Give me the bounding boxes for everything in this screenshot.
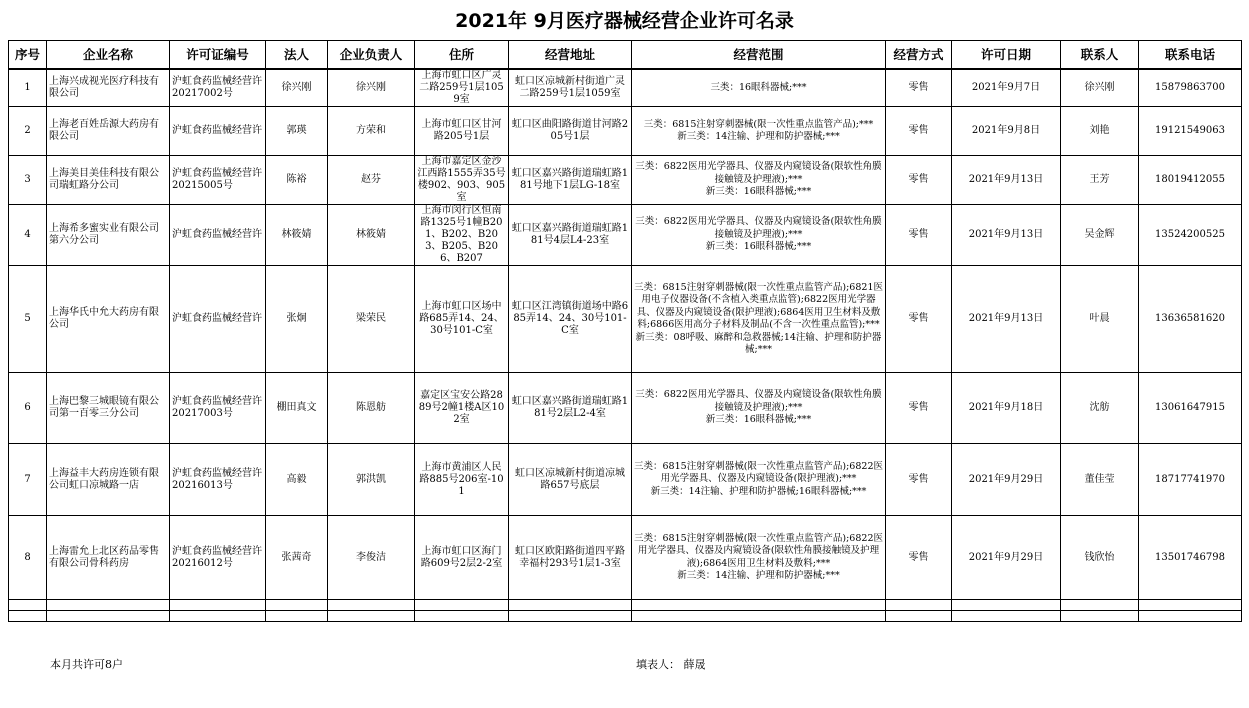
business-scope: 三类：16眼科器械;*** xyxy=(632,69,886,107)
header-scope: 经营范围 xyxy=(632,41,886,70)
business-mode: 零售 xyxy=(886,373,952,444)
header-residence: 住所 xyxy=(415,41,509,70)
header-license: 许可证编号 xyxy=(170,41,266,70)
business-scope: 三类：6815注射穿刺器械(限一次性重点监管产品);*** 新三类：14注输、护理和防护器械;*** xyxy=(632,107,886,156)
footer-total: 本月共许可8户 xyxy=(50,658,123,671)
license-number: 沪虹食药监械经营许20217003号 xyxy=(170,373,266,444)
contact-person: 徐兴刚 xyxy=(1061,69,1139,107)
license-number: 沪虹食药监械经营许20216012号 xyxy=(170,516,266,600)
company-name: 上海美目美佳科技有限公司瑞虹路分公司 xyxy=(47,156,170,205)
business-mode: 零售 xyxy=(886,205,952,266)
residence: 上海市虹口区海门路609号2层2-2室 xyxy=(415,516,509,600)
contact-phone: 13636581620 xyxy=(1139,266,1242,373)
header-mode: 经营方式 xyxy=(886,41,952,70)
license-date: 2021年9月7日 xyxy=(952,69,1061,107)
business-mode: 零售 xyxy=(886,69,952,107)
residence: 上海市闵行区恒南路1325号1幢B201、B202、B203、B205、B206、B207 xyxy=(415,205,509,266)
contact-phone: 18717741970 xyxy=(1139,444,1242,516)
business-scope: 三类：6822医用光学器具、仪器及内窥镜设备(限软性角膜接触镜及护理液);*** 新三类：16眼科器械;*** xyxy=(632,373,886,444)
header-manager: 企业负责人 xyxy=(328,41,415,70)
residence: 上海市虹口区广灵二路259号1层1059室 xyxy=(415,69,509,107)
legal-person: 棚田真文 xyxy=(266,373,328,444)
table-row xyxy=(9,107,1242,156)
business-scope: 三类：6822医用光学器具、仪器及内窥镜设备(限软性角膜接触镜及护理液);*** 新三类：16眼科器械;*** xyxy=(632,205,886,266)
legal-person: 徐兴刚 xyxy=(266,69,328,107)
footer-filler: 填表人： 薛晟 xyxy=(636,658,706,671)
empty-row xyxy=(9,611,1242,622)
row-no: 8 xyxy=(9,516,47,600)
business-scope: 三类：6815注射穿刺器械(限一次性重点监管产品);6821医用电子仪器设备(不含植入类重点监管);6822医用光学器具、仪器及内窥镜设备(限护理液);6864医用卫生材料及敷料;6866医用高分子材料及制品(不含一次性重点监管);*** 新三类：08呼吸、麻醉和急救器械;14注输、护理和防护器械;*** xyxy=(632,266,886,373)
legal-person: 张茜奇 xyxy=(266,516,328,600)
table-row xyxy=(9,69,1242,107)
business-address: 虹口区嘉兴路街道瑞虹路181号地下1层LG-18室 xyxy=(509,156,632,205)
manager: 郭洪凯 xyxy=(328,444,415,516)
manager: 李俊洁 xyxy=(328,516,415,600)
legal-person: 郭瑛 xyxy=(266,107,328,156)
business-address: 虹口区凉城新村街道广灵二路259号1层1059室 xyxy=(509,69,632,107)
business-address: 虹口区欧阳路街道四平路幸福村293号1层1-3室 xyxy=(509,516,632,600)
contact-phone: 19121549063 xyxy=(1139,107,1242,156)
manager: 梁荣民 xyxy=(328,266,415,373)
contact-person: 王芳 xyxy=(1061,156,1139,205)
license-date: 2021年9月13日 xyxy=(952,205,1061,266)
company-name: 上海益丰大药房连锁有限公司虹口凉城路一店 xyxy=(47,444,170,516)
legal-person: 高毅 xyxy=(266,444,328,516)
license-number: 沪虹食药监械经营许20216013号 xyxy=(170,444,266,516)
legal-person: 林筱婧 xyxy=(266,205,328,266)
table-row xyxy=(9,444,1242,516)
header-row xyxy=(9,41,1242,70)
manager: 陈恩舫 xyxy=(328,373,415,444)
residence: 上海市虹口区场中路685弄14、24、30号101-C室 xyxy=(415,266,509,373)
business-scope: 三类：6815注射穿刺器械(限一次性重点监管产品);6822医用光学器具、仪器及内窥镜设备(限软性角膜接触镜及护理液);6864医用卫生材料及敷料;*** 新三类：14注输、护理和防护器械;*** xyxy=(632,516,886,600)
residence: 上海市黄浦区人民路885号206室-101 xyxy=(415,444,509,516)
company-name: 上海雷允上北区药品零售有限公司骨科药房 xyxy=(47,516,170,600)
license-number: 沪虹食药监械经营许20215005号 xyxy=(170,156,266,205)
manager: 林筱婧 xyxy=(328,205,415,266)
empty-row xyxy=(9,600,1242,611)
business-address: 虹口区江湾镇街道场中路685弄14、24、30号101-C室 xyxy=(509,266,632,373)
business-address: 虹口区凉城新村街道凉城路657号底层 xyxy=(509,444,632,516)
license-date: 2021年9月13日 xyxy=(952,156,1061,205)
row-no: 7 xyxy=(9,444,47,516)
contact-person: 沈舫 xyxy=(1061,373,1139,444)
residence: 上海市嘉定区金沙江西路1555弄35号楼902、903、905室 xyxy=(415,156,509,205)
license-number: 沪虹食药监械经营许20217002号 xyxy=(170,69,266,107)
row-no: 3 xyxy=(9,156,47,205)
business-scope: 三类：6822医用光学器具、仪器及内窥镜设备(限软性角膜接触镜及护理液);*** 新三类：16眼科器械;*** xyxy=(632,156,886,205)
business-address: 虹口区嘉兴路街道瑞虹路181号4层L4-23室 xyxy=(509,205,632,266)
license-number: 沪虹食药监械经营许 xyxy=(170,266,266,373)
company-name: 上海巴黎三城眼镜有限公司第一百零三分公司 xyxy=(47,373,170,444)
table-row xyxy=(9,516,1242,600)
business-address: 虹口区嘉兴路街道瑞虹路181号2层L2-4室 xyxy=(509,373,632,444)
row-no: 5 xyxy=(9,266,47,373)
company-name: 上海希多蜜实业有限公司第六分公司 xyxy=(47,205,170,266)
table-row xyxy=(9,205,1242,266)
header-date: 许可日期 xyxy=(952,41,1061,70)
row-no: 6 xyxy=(9,373,47,444)
header-contact: 联系人 xyxy=(1061,41,1139,70)
page-title: 2021年 9月医疗器械经营企业许可名录 xyxy=(455,10,794,32)
residence: 嘉定区宝安公路2889号2幢1楼A区102室 xyxy=(415,373,509,444)
business-mode: 零售 xyxy=(886,156,952,205)
business-mode: 零售 xyxy=(886,266,952,373)
legal-person: 陈裕 xyxy=(266,156,328,205)
contact-phone: 15879863700 xyxy=(1139,69,1242,107)
header-phone: 联系电话 xyxy=(1139,41,1242,70)
license-date: 2021年9月8日 xyxy=(952,107,1061,156)
table-row xyxy=(9,156,1242,205)
business-mode: 零售 xyxy=(886,516,952,600)
license-table xyxy=(8,40,1242,622)
business-scope: 三类：6815注射穿刺器械(限一次性重点监管产品);6822医用光学器具、仪器及内窥镜设备(限护理液);*** 新三类：14注输、护理和防护器械;16眼科器械;*** xyxy=(632,444,886,516)
row-no: 2 xyxy=(9,107,47,156)
legal-person: 张炯 xyxy=(266,266,328,373)
contact-phone: 13524200525 xyxy=(1139,205,1242,266)
license-date: 2021年9月29日 xyxy=(952,444,1061,516)
table-row xyxy=(9,373,1242,444)
contact-person: 董佳莹 xyxy=(1061,444,1139,516)
row-no: 4 xyxy=(9,205,47,266)
license-number: 沪虹食药监械经营许 xyxy=(170,205,266,266)
license-number: 沪虹食药监械经营许 xyxy=(170,107,266,156)
contact-phone: 18019412055 xyxy=(1139,156,1242,205)
contact-person: 刘艳 xyxy=(1061,107,1139,156)
contact-person: 钱欣怡 xyxy=(1061,516,1139,600)
license-date: 2021年9月13日 xyxy=(952,266,1061,373)
contact-person: 叶晨 xyxy=(1061,266,1139,373)
header-no: 序号 xyxy=(9,41,47,70)
company-name: 上海华氏中允大药房有限公司 xyxy=(47,266,170,373)
row-no: 1 xyxy=(9,69,47,107)
contact-phone: 13061647915 xyxy=(1139,373,1242,444)
header-legal: 法人 xyxy=(266,41,328,70)
contact-phone: 13501746798 xyxy=(1139,516,1242,600)
header-company: 企业名称 xyxy=(47,41,170,70)
business-address: 虹口区曲阳路街道甘河路205号1层 xyxy=(509,107,632,156)
business-mode: 零售 xyxy=(886,444,952,516)
table-row xyxy=(9,266,1242,373)
manager: 赵芬 xyxy=(328,156,415,205)
license-date: 2021年9月18日 xyxy=(952,373,1061,444)
manager: 方荣和 xyxy=(328,107,415,156)
company-name: 上海老百姓岳源大药房有限公司 xyxy=(47,107,170,156)
company-name: 上海兴成视光医疗科技有限公司 xyxy=(47,69,170,107)
manager: 徐兴刚 xyxy=(328,69,415,107)
header-address: 经营地址 xyxy=(509,41,632,70)
business-mode: 零售 xyxy=(886,107,952,156)
contact-person: 吴金辉 xyxy=(1061,205,1139,266)
residence: 上海市虹口区甘河路205号1层 xyxy=(415,107,509,156)
license-date: 2021年9月29日 xyxy=(952,516,1061,600)
